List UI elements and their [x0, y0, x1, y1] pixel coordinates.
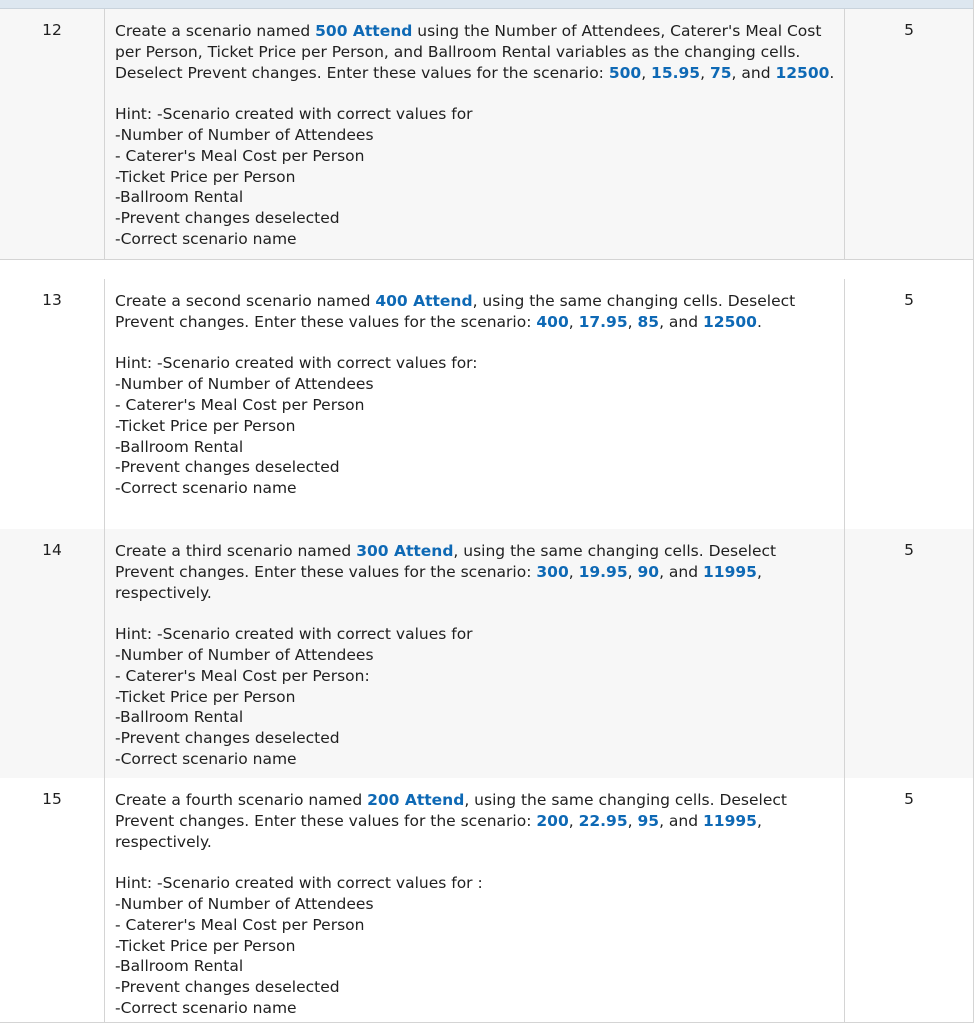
step-description [115, 790, 840, 1019]
instruction-text: Create a scenario named 500 Attend using the Number of Attendees, Caterer's Meal Cost per Person, Ticket Price per Person, and Ballroom Rental variables as the changing cells. Deselect Prevent changes. Enter these values for the scenario: 500, 15.95, 75, and 12500. [115, 22, 835, 82]
points-value: 5 [904, 790, 914, 808]
value-2: 17.95 [578, 312, 628, 331]
hint-line: -Number of Number of Attendees [115, 645, 374, 664]
step-number: 12 [42, 21, 62, 39]
column-divider [844, 279, 845, 529]
table-row [0, 529, 973, 780]
points-value: 5 [904, 21, 914, 39]
column-divider [104, 778, 105, 1022]
value-1: 200 [536, 811, 569, 830]
step-number: 14 [42, 541, 62, 559]
step-description [115, 291, 840, 499]
hint-line: -Prevent changes deselected [115, 458, 340, 477]
hint-line: -Ticket Price per Person [115, 936, 296, 955]
scenario-name: 300 Attend [356, 542, 454, 560]
hint-line: Hint: -Scenario created with correct values for: [115, 354, 478, 373]
hint-line: -Ballroom Rental [115, 437, 244, 456]
value-4: 11995 [703, 562, 757, 581]
step-number: 15 [42, 790, 62, 808]
hint-line: -Prevent changes deselected [115, 209, 340, 228]
step-description [115, 21, 840, 250]
hint-line: - Caterer's Meal Cost per Person [115, 146, 365, 165]
table-row [0, 778, 973, 1023]
value-3: 75 [709, 63, 732, 82]
hint-line: -Correct scenario name [115, 229, 297, 248]
column-divider [104, 529, 105, 779]
hint-line: Hint: -Scenario created with correct values for [115, 625, 473, 644]
hint-line: -Correct scenario name [115, 479, 297, 498]
instruction-text: Create a fourth scenario named 200 Attend, using the same changing cells. Deselect Prevent changes. Enter these values for the scenario: 200, 22.95, 95, and 11995, respectively. [115, 791, 787, 851]
value-2: 22.95 [578, 811, 628, 830]
hint-line: -Number of Number of Attendees [115, 375, 374, 394]
column-divider [844, 778, 845, 1022]
hint-line: Hint: -Scenario created with correct values for [115, 105, 473, 124]
step-number: 13 [42, 291, 62, 309]
value-4: 11995 [703, 811, 757, 830]
hint-line: Hint: -Scenario created with correct values for : [115, 874, 483, 893]
value-3: 90 [637, 562, 660, 581]
hint-line: -Prevent changes deselected [115, 729, 340, 748]
column-divider [844, 529, 845, 779]
hint-line: -Prevent changes deselected [115, 978, 340, 997]
value-1: 400 [536, 312, 569, 331]
points-value: 5 [904, 541, 914, 559]
table-top-strip [0, 0, 973, 9]
scenario-name: 400 Attend [375, 292, 473, 310]
hint-line: -Number of Number of Attendees [115, 894, 374, 913]
hint-line: -Ticket Price per Person [115, 416, 296, 435]
step-description [115, 541, 840, 770]
hint-line: -Ballroom Rental [115, 957, 244, 976]
value-4: 12500 [775, 63, 830, 82]
hint-line: -Correct scenario name [115, 998, 297, 1017]
instruction-text: Create a third scenario named 300 Attend, using the same changing cells. Deselect Prevent changes. Enter these values for the scenario: 300, 19.95, 90, and 11995, respectively. [115, 542, 777, 602]
value-1: 500 [608, 63, 642, 82]
value-2: 15.95 [651, 63, 701, 82]
value-2: 19.95 [578, 562, 628, 581]
hint-line: - Caterer's Meal Cost per Person: [115, 666, 370, 685]
hint-line: -Ballroom Rental [115, 188, 244, 207]
hint-line: -Correct scenario name [115, 749, 297, 768]
instruction-text: Create a second scenario named 400 Attend, using the same changing cells. Deselect Prevent changes. Enter these values for the scenario: 400, 17.95, 85, and 12500. [115, 292, 796, 331]
table-row [0, 9, 973, 260]
hint-line: - Caterer's Meal Cost per Person [115, 915, 365, 934]
hint-line: -Number of Number of Attendees [115, 125, 374, 144]
hint-line: -Ticket Price per Person [115, 687, 296, 706]
column-divider [104, 279, 105, 529]
hint-line: - Caterer's Meal Cost per Person [115, 395, 365, 414]
hint-line: -Ticket Price per Person [115, 167, 296, 186]
scenario-name: 200 Attend [367, 791, 465, 809]
value-4: 12500 [703, 312, 757, 331]
value-1: 300 [536, 562, 569, 581]
value-3: 85 [637, 312, 660, 331]
column-divider [844, 9, 845, 259]
hint-line: -Ballroom Rental [115, 708, 244, 727]
points-value: 5 [904, 291, 914, 309]
value-3: 95 [637, 811, 660, 830]
table-row [0, 279, 973, 530]
column-divider [104, 9, 105, 259]
scenario-name: 500 Attend [315, 22, 413, 40]
